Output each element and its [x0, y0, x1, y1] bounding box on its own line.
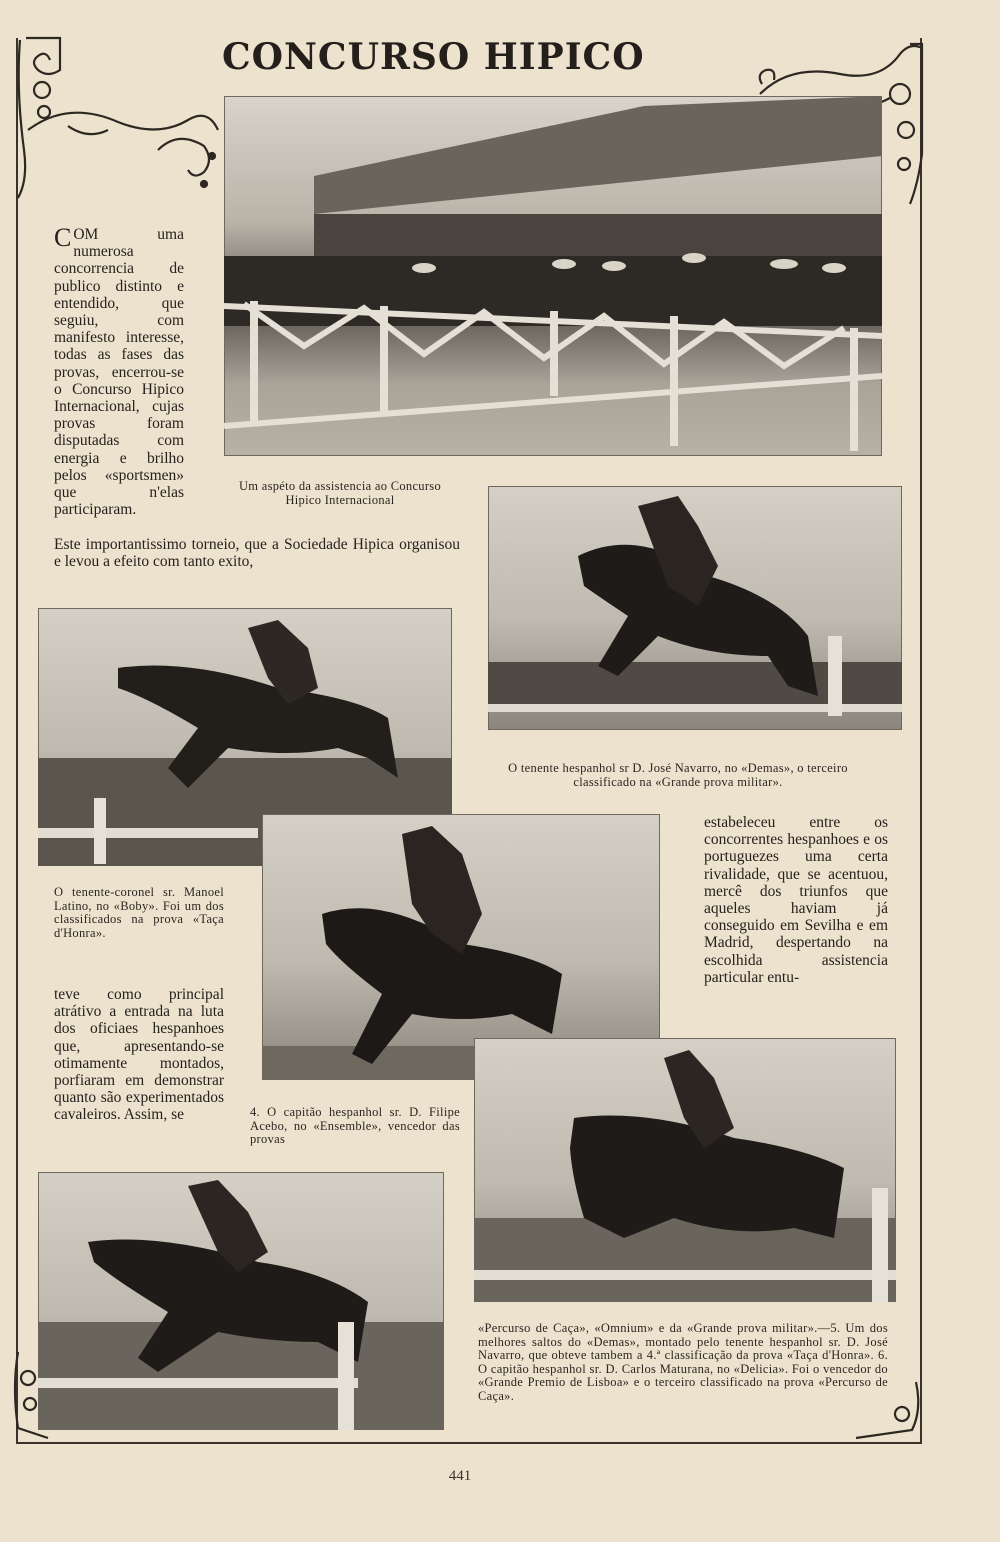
- photo-navarro-demas-jump-2: [474, 1038, 896, 1302]
- body-text-right: estabeleceu entre os concorrentes hespanhoes e os portuguezes uma certa rivalidade, que se acentuou, mercê dos triunfos que aqueles haviam já conseguido em Sevilha e em Madrid, despertando na escolhida assistencia particular entu-: [704, 814, 888, 986]
- caption-acebo: 4. O capitão hespanhol sr. D. Filipe Acebo, no «Ensemble», vencedor das provas: [250, 1105, 460, 1147]
- caption-grandstand: Um aspéto da assistencia ao Concurso Hipico Internacional: [238, 479, 442, 507]
- page-title: CONCURSO HIPICO: [222, 36, 645, 78]
- intro-paragraph: COM uma numerosa concorrencia de publico distinto e entendido, que seguiu, com manifesto interesse, todas as fases das provas, encerrou-se o Concurso Hipico Internacional, cujas provas foram disputadas com energia e brilho pelos «sportsmen» que n'elas participaram.: [54, 223, 184, 519]
- photo-grandstand-audience: [224, 96, 882, 456]
- caption-acebo-navarro-maturana: «Percurso de Caça», «Omnium» e da «Grande prova militar».—5. Um dos melhores saltos do «Demas», montado pelo tenente hespanhol sr. D. José Navarro, que obteve tambem a 4.ª classificação da prova «Taça d'Honra». 6. O capitão hespanhol sr. D. Carlos Maturana, no «Delicia». Foi o vencedor do «Grande Premio de Lisboa» e o terceiro classificado na prova «Percurso de Caça».: [478, 1321, 888, 1403]
- page-number: 441: [448, 1468, 472, 1484]
- photo-navarro-demas-jump: [488, 486, 902, 730]
- drop-cap: C: [54, 223, 72, 252]
- caption-latino: O tenente-coronel sr. Manoel Latino, no «Boby». Foi um dos classificados na prova «Taça d'Honra».: [54, 885, 224, 940]
- ornament-top-left: [8, 30, 224, 200]
- intro-paragraph-continued: Este importantissimo torneio, que a Sociedade Hipica organisou e levou a efeito com tanto exito,: [54, 536, 460, 571]
- photo-maturana-delicia-jump: [38, 1172, 444, 1430]
- caption-navarro: O tenente hespanhol sr D. José Navarro, no «Demas», o terceiro classificado na «Grande prova militar».: [508, 761, 848, 789]
- body-text-left: teve como principal atrátivo a entrada na luta dos oficiaes hespanhoes que, apresentando-se otimamente montados, porfiaram em demonstrar quanto são experimentados cavaleiros. Assim, se: [54, 986, 224, 1124]
